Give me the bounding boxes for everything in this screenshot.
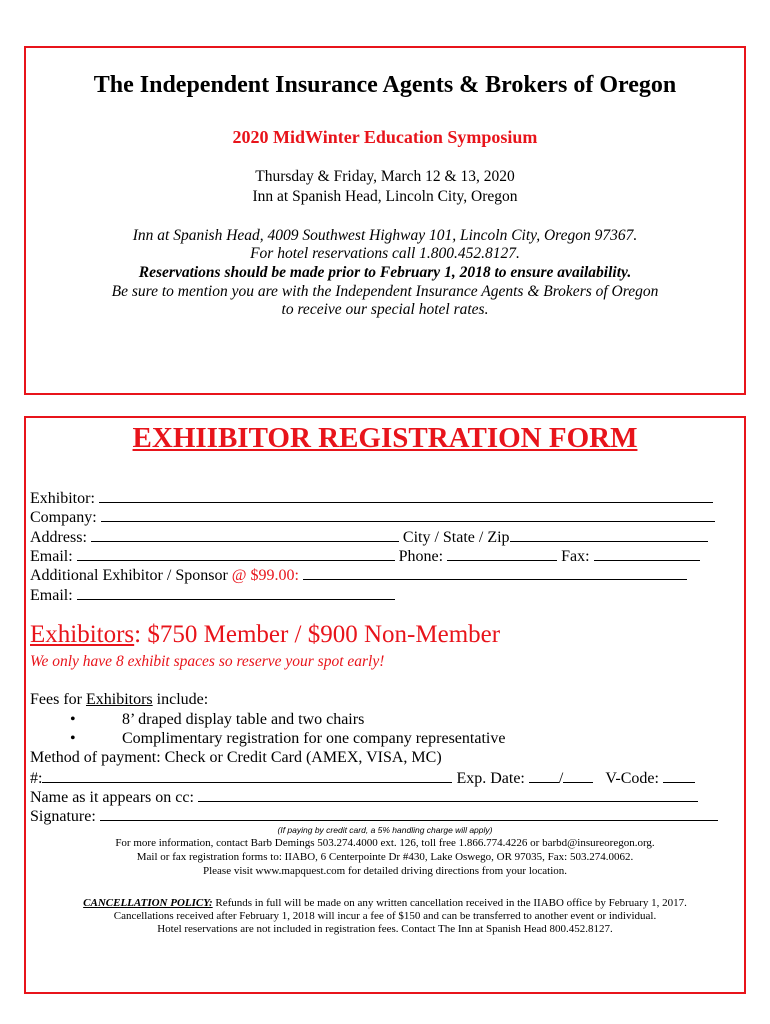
- event-venue: Inn at Spanish Head, Lincoln City, Oregon: [252, 188, 518, 205]
- cancellation-policy-line: [26, 897, 744, 909]
- company-label: Company:: [30, 509, 97, 526]
- organization-title: The Independent Insurance Agents & Brokers of Oregon: [93, 72, 677, 98]
- hotel-address: Inn at Spanish Head, 4009 Southwest Highway 101, Lincoln City, Oregon 97367.: [132, 227, 638, 244]
- fees-suffix: include:: [152, 691, 209, 708]
- phone-field[interactable]: [447, 547, 557, 561]
- signature-row: [30, 807, 718, 826]
- city-state-zip-label: City / State / Zip: [402, 529, 510, 546]
- fees-exhibitors-word: Exhibitors: [85, 691, 153, 708]
- additional-email-field[interactable]: [77, 586, 395, 600]
- exhibitor-label: Exhibitor:: [30, 490, 95, 507]
- contact-info-line: For more information, contact Barb Demings 503.274.4000 ext. 126, toll free 1.866.774.4226 or barbd@insureoregon.org.: [115, 837, 655, 849]
- exhibitor-field[interactable]: [99, 489, 713, 503]
- fees-prefix: Fees for: [30, 691, 86, 708]
- signature-field[interactable]: [100, 807, 718, 821]
- form-title: EXHIIBITOR REGISTRATION FORM: [132, 422, 638, 454]
- name-on-card-row: [30, 788, 698, 807]
- additional-exhibitor-row: [30, 566, 687, 585]
- additional-exhibitor-price: @ $99.00:: [231, 567, 299, 584]
- bullet-symbol: •: [70, 711, 76, 728]
- exp-year-field[interactable]: [563, 769, 593, 783]
- hotel-rates: to receive our special hotel rates.: [281, 301, 489, 318]
- city-state-zip-field[interactable]: [510, 528, 708, 542]
- exp-month-field[interactable]: [529, 769, 559, 783]
- fax-field[interactable]: [594, 547, 700, 561]
- address-label: Address:: [30, 529, 87, 546]
- fee-bullet-text: Complimentary registration for one company representative: [122, 730, 506, 747]
- exp-slash: /: [558, 770, 564, 787]
- additional-email-label: Email:: [30, 587, 73, 604]
- cancellation-policy-label: CANCELLATION POLICY:: [83, 897, 213, 909]
- card-number-label: #:: [30, 770, 43, 787]
- cancellation-policy-text: Refunds in full will be made on any written cancellation received in the IIABO office by February 1, 2017.: [212, 897, 687, 909]
- exp-date-label: Exp. Date:: [456, 770, 525, 787]
- address-field[interactable]: [91, 528, 399, 542]
- hotel-phone: For hotel reservations call 1.800.452.8127.: [250, 245, 520, 262]
- name-on-card-field[interactable]: [198, 788, 698, 802]
- fees-heading: [30, 691, 208, 709]
- hotel-deadline: Reservations should be made prior to February 1, 2018 to ensure availability.: [138, 264, 632, 281]
- credit-card-note: (If paying by credit card, a 5% handling charge will apply): [277, 825, 493, 835]
- company-field[interactable]: [101, 508, 715, 522]
- additional-exhibitor-label: Additional Exhibitor / Sponsor: [30, 567, 228, 584]
- company-row: [30, 508, 715, 527]
- hotel-mention: Be sure to mention you are with the Independent Insurance Agents & Brokers of Oregon: [111, 283, 659, 300]
- cancellation-fee-line: Cancellations received after February 1, 2018 will incur a fee of $150 and can be transferred to another event or individual.: [113, 910, 657, 922]
- fee-bullet-item: [70, 730, 505, 748]
- signature-label: Signature:: [30, 808, 96, 825]
- fee-bullet-text: 8’ draped display table and two chairs: [122, 711, 365, 728]
- pricing-text: : $750 Member / $900 Non-Member: [134, 621, 501, 648]
- event-dates: Thursday & Friday, March 12 & 13, 2020: [255, 168, 515, 185]
- email-label: Email:: [30, 548, 73, 565]
- fee-bullet-item: [70, 711, 364, 729]
- fax-label: Fax:: [561, 548, 590, 565]
- payment-method: Method of payment: Check or Credit Card (AMEX, VISA, MC): [30, 749, 442, 766]
- additional-email-row: [30, 586, 395, 605]
- event-info-box: [24, 46, 746, 395]
- address-row: [30, 528, 708, 547]
- additional-exhibitor-field[interactable]: [303, 566, 687, 580]
- card-number-field[interactable]: [42, 769, 452, 783]
- directions-info-line: Please visit www.mapquest.com for detailed driving directions from your location.: [202, 865, 568, 877]
- bullet-symbol: •: [70, 730, 76, 747]
- phone-label: Phone:: [398, 548, 444, 565]
- exhibitor-pricing-heading: [30, 621, 500, 649]
- mail-fax-info-line: Mail or fax registration forms to: IIABO, 6 Centerpointe Dr #430, Lake Oswego, OR 97035, Fax: 503.274.0062.: [136, 851, 634, 863]
- card-row: [30, 769, 695, 788]
- email-phone-fax-row: [30, 547, 700, 566]
- registration-form-box: [24, 416, 746, 994]
- exhibitors-word: Exhibitors: [30, 621, 135, 648]
- vcode-field[interactable]: [663, 769, 695, 783]
- email-field[interactable]: [77, 547, 395, 561]
- name-on-card-label: Name as it appears on cc:: [30, 789, 194, 806]
- vcode-label: V-Code:: [605, 770, 659, 787]
- exhibitor-row: [30, 489, 713, 508]
- pricing-note: We only have 8 exhibit spaces so reserve your spot early!: [30, 653, 385, 670]
- hotel-fee-note-line: Hotel reservations are not included in registration fees. Contact The Inn at Spanish Head 800.452.8127.: [157, 923, 613, 935]
- event-title: 2020 MidWinter Education Symposium: [232, 127, 538, 147]
